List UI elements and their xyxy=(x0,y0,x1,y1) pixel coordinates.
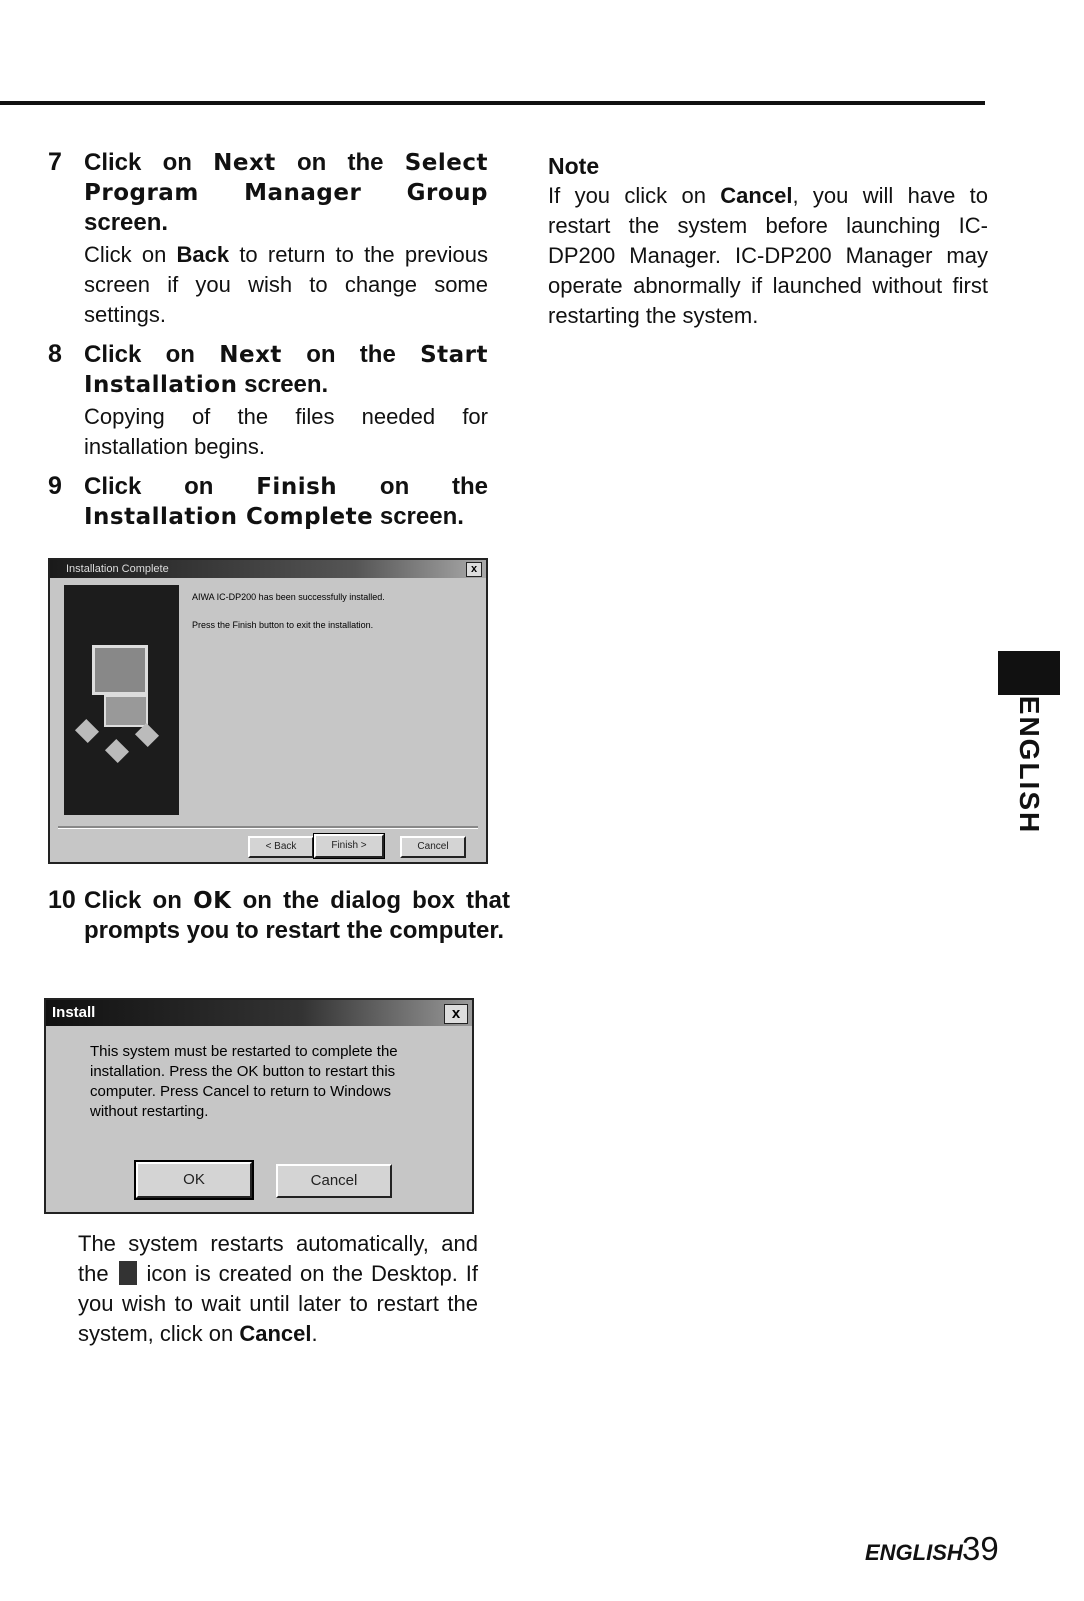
dialog-title: Installation Complete xyxy=(66,563,169,575)
finish-button[interactable]: Finish > xyxy=(314,834,384,858)
success-message: AIWA IC-DP200 has been successfully installed. xyxy=(192,592,385,602)
footer-language: ENGLISH xyxy=(865,1540,963,1565)
step-8 xyxy=(48,340,488,462)
close-icon[interactable]: x xyxy=(444,1004,468,1024)
page-number: 39 xyxy=(962,1530,999,1567)
step-heading: Click on Next on the Select Program Manager Group screen. xyxy=(84,149,488,236)
step-heading: Click on OK on the dialog box that prompts you to restart the computer. xyxy=(84,887,510,944)
top-rule xyxy=(0,101,985,105)
close-icon[interactable]: x xyxy=(466,562,482,577)
note-body: If you click on Cancel, you will have to restart the system before launching IC-DP200 Manager. IC-DP200 Manager may operate abnormally if launched without first restarting the system. xyxy=(548,183,988,328)
back-button[interactable]: < Back xyxy=(248,836,314,858)
step-number: 7 xyxy=(48,148,62,176)
desktop-app-icon xyxy=(119,1261,137,1285)
disk-icon xyxy=(75,719,99,743)
note-column xyxy=(548,151,988,331)
computer-illustration xyxy=(64,585,179,815)
step-body: Copying of the files needed for installation begins. xyxy=(84,404,488,459)
step-7 xyxy=(48,148,488,330)
ok-button[interactable]: OK xyxy=(136,1162,252,1198)
step-number: 10 xyxy=(48,886,76,914)
restart-message: This system must be restarted to complete the installation. Press the OK button to restart this computer. Press Cancel to return to Windows without restarting. xyxy=(90,1043,398,1120)
dialog-title-bar xyxy=(46,1000,472,1026)
instructions-column xyxy=(48,148,488,542)
finish-hint: Press the Finish button to exit the installation. xyxy=(192,620,374,630)
note-title: Note xyxy=(548,153,600,179)
step-body: Click on Back to return to the previous screen if you wish to change some settings. xyxy=(84,242,489,327)
dialog-title: Install xyxy=(52,1004,96,1021)
language-side-label: ENGLISH xyxy=(1014,695,1045,835)
step-number: 8 xyxy=(48,340,62,368)
step-heading: Click on Finish on the Installation Complete screen. xyxy=(84,473,488,530)
install-restart-screenshot xyxy=(44,998,474,1214)
installation-complete-screenshot xyxy=(48,558,488,864)
language-tab-marker xyxy=(998,651,1060,695)
step-heading: Click on Next on the Start Installation screen. xyxy=(84,341,488,398)
monitor-icon xyxy=(92,645,148,695)
computer-base-icon xyxy=(104,695,148,727)
cancel-button[interactable]: Cancel xyxy=(276,1164,392,1198)
dialog-title-bar xyxy=(50,560,486,578)
step-number: 9 xyxy=(48,472,62,500)
button-divider xyxy=(58,826,478,829)
restart-description: The system restarts automatically, and the icon is created on the Desktop. If you wish to wait until later to restart the system, click on Cancel. xyxy=(78,1231,478,1346)
cancel-button[interactable]: Cancel xyxy=(400,836,466,858)
disk-icon xyxy=(105,739,129,763)
step-10 xyxy=(48,886,510,946)
step-9 xyxy=(48,472,488,532)
